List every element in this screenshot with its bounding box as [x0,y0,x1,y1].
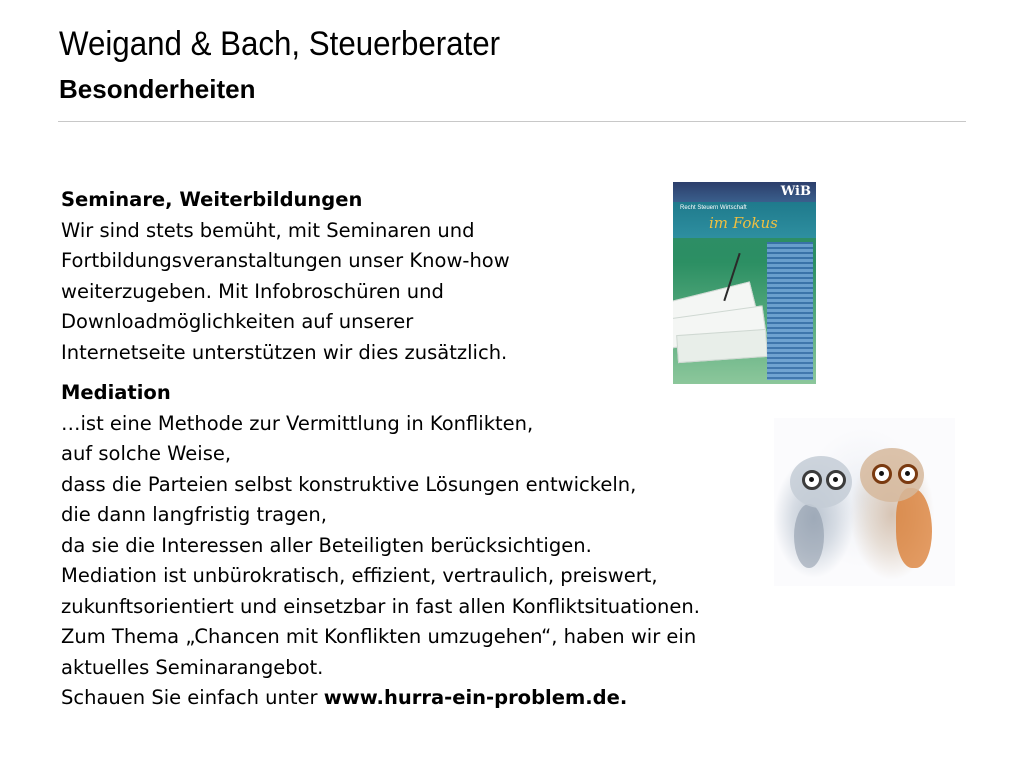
mediation-line-2: auf solche Weise, [61,442,232,465]
owl-left-wing [794,504,824,568]
seminare-line-5: Internetseite unterstützen wir dies zusätzlich. [61,340,508,364]
seminare-heading: Seminare, Weiterbildungen [61,188,363,211]
mediation-line-5: da sie die Interessen aller Beteiligten berücksichtigen. [61,533,592,557]
mediation-line-9: aktuelles Seminarangebot. [61,655,324,679]
owl-pupil [809,477,814,482]
page-subtitle: Besonderheiten [59,74,256,104]
brochure-contents-list [767,242,813,380]
owl-pupil [879,471,884,476]
seminar-website-url: www.hurra-ein-problem.de. [323,686,628,709]
seminare-line-4: Downloadmöglichkeiten auf unserer [61,310,414,333]
brochure-logo: WiB [780,184,811,199]
brochure-paper-sheet [676,329,768,363]
seminare-line-1: Wir sind stets bemüht, mit Seminaren und [61,218,475,242]
mediation-heading: Mediation [61,381,171,404]
brochure-cover-image [673,182,816,384]
seminare-section [61,185,510,368]
seminare-line-2: Fortbildungsveranstaltungen unser Know-how [61,249,510,272]
owl-pupil [833,477,838,482]
owls-watercolor-image [774,418,955,586]
mediation-section [61,378,700,714]
mediation-line-1: …ist eine Methode zur Vermittlung in Konflikten, [61,411,534,435]
mediation-last-line-prefix: Schauen Sie einfach unter [61,686,324,709]
mediation-line-7: zukunftsorientiert und einsetzbar in fast allen Konfliktsituationen. [61,594,700,618]
page-title: Weigand & Bach, Steuerberater [59,25,501,63]
brochure-title-band [673,202,816,238]
seminare-line-3: weiterzugeben. Mit Infobroschüren und [61,279,444,303]
mediation-last-line [61,683,700,714]
header-divider [58,121,966,122]
mediation-line-4: die dann langfristig tragen, [61,503,327,526]
mediation-line-3: dass die Parteien selbst konstruktive Lösungen entwickeln, [61,472,637,496]
mediation-line-8: Zum Thema „Chancen mit Konflikten umzugehen“, haben wir ein [61,625,697,648]
mediation-line-6: Mediation ist unbürokratisch, effizient, vertraulich, preiswert, [61,564,658,587]
brochure-masthead [673,182,816,202]
brochure-band-small: Recht Steuern Wirtschaft [680,205,747,211]
owl-pupil [905,471,910,476]
brochure-band-big: im Fokus [709,214,778,232]
